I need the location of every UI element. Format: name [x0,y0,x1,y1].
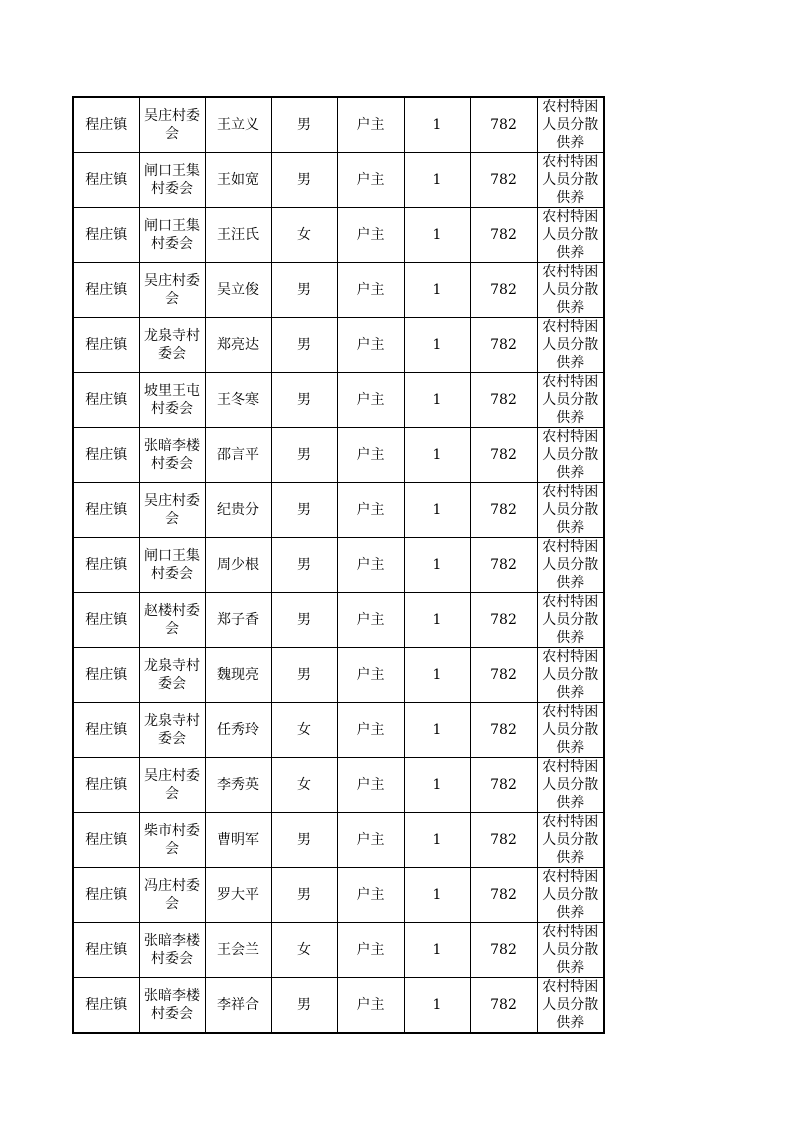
name-cell-text: 魏现亮 [217,667,259,683]
name-cell-text: 罗大平 [217,887,259,903]
household-count-cell [404,538,470,593]
amount-cell [470,153,537,208]
table-row [73,978,604,1034]
town-cell [73,978,139,1034]
table-row [73,538,604,593]
village-cell [139,263,205,318]
village-cell [139,978,205,1034]
name-cell-text: 李祥合 [217,997,259,1013]
relief-type-cell [537,208,604,263]
town-cell [73,318,139,373]
town-cell-text: 程庄镇 [85,612,128,628]
household-count-cell-text: 1 [432,887,442,903]
relation-cell [337,923,404,978]
household-count-cell-text: 1 [432,227,442,243]
town-cell [73,208,139,263]
village-cell [139,373,205,428]
name-cell-text: 王冬寒 [217,392,259,408]
household-count-cell-text: 1 [432,722,442,738]
relief-type-cell-text: 农村特困人员分散供养 [542,484,599,536]
amount-cell [470,813,537,868]
relief-type-cell [537,318,604,373]
amount-cell-text: 782 [490,612,517,628]
name-cell-text: 任秀玲 [217,722,259,738]
village-cell-text: 闸口王集村委会 [144,218,200,252]
amount-cell [470,978,537,1034]
gender-cell-text: 男 [297,502,311,518]
amount-cell-text: 782 [490,722,517,738]
village-cell [139,97,205,153]
relief-type-cell [537,648,604,703]
gender-cell-text: 女 [297,777,311,793]
relief-type-cell [537,483,604,538]
gender-cell-text: 男 [297,612,311,628]
table-row [73,263,604,318]
gender-cell [271,813,337,868]
relief-type-cell-text: 农村特困人员分散供养 [542,319,599,371]
relief-type-cell-text: 农村特困人员分散供养 [542,869,599,921]
table-row [73,703,604,758]
name-cell [205,483,271,538]
gender-cell-text: 男 [297,337,311,353]
relief-type-cell [537,923,604,978]
household-count-cell-text: 1 [432,667,442,683]
gender-cell [271,648,337,703]
table-row [73,868,604,923]
town-cell-text: 程庄镇 [85,117,128,133]
relation-cell [337,208,404,263]
relief-type-cell-text: 农村特困人员分散供养 [542,814,599,866]
relation-cell [337,428,404,483]
relief-roster-table [72,96,605,1034]
town-cell [73,97,139,153]
household-count-cell [404,153,470,208]
relation-cell-text: 户主 [356,942,385,958]
name-cell [205,538,271,593]
village-cell [139,923,205,978]
amount-cell [470,648,537,703]
household-count-cell [404,208,470,263]
amount-cell-text: 782 [490,337,517,353]
town-cell-text: 程庄镇 [85,832,128,848]
town-cell-text: 程庄镇 [85,667,128,683]
gender-cell-text: 男 [297,282,311,298]
town-cell [73,153,139,208]
village-cell-text: 柴市村委会 [144,823,200,857]
household-count-cell [404,263,470,318]
relief-type-cell [537,868,604,923]
village-cell-text: 张暗李楼村委会 [144,988,200,1022]
relation-cell [337,813,404,868]
household-count-cell-text: 1 [432,172,442,188]
village-cell [139,428,205,483]
town-cell [73,923,139,978]
relief-type-cell [537,97,604,153]
name-cell-text: 吴立俊 [217,282,259,298]
relief-type-cell-text: 农村特困人员分散供养 [542,924,599,976]
name-cell [205,813,271,868]
name-cell [205,318,271,373]
amount-cell [470,593,537,648]
gender-cell [271,208,337,263]
relief-type-cell [537,373,604,428]
relief-type-cell-text: 农村特困人员分散供养 [542,99,599,151]
relation-cell-text: 户主 [356,117,385,133]
village-cell [139,538,205,593]
name-cell [205,868,271,923]
amount-cell-text: 782 [490,502,517,518]
relief-type-cell [537,813,604,868]
table-row [73,483,604,538]
town-cell-text: 程庄镇 [85,502,128,518]
gender-cell-text: 男 [297,392,311,408]
town-cell [73,373,139,428]
amount-cell [470,703,537,758]
relation-cell [337,868,404,923]
town-cell [73,758,139,813]
table-row [73,923,604,978]
amount-cell [470,538,537,593]
relief-type-cell [537,428,604,483]
village-cell-text: 闸口王集村委会 [144,163,200,197]
gender-cell-text: 男 [297,667,311,683]
relief-type-cell [537,703,604,758]
relief-type-cell-text: 农村特困人员分散供养 [542,209,599,261]
amount-cell-text: 782 [490,777,517,793]
town-cell [73,648,139,703]
relief-type-cell [537,978,604,1034]
relation-cell [337,318,404,373]
table-row [73,428,604,483]
town-cell-text: 程庄镇 [85,557,128,573]
name-cell-text: 邵言平 [217,447,259,463]
relation-cell-text: 户主 [356,612,385,628]
amount-cell-text: 782 [490,887,517,903]
gender-cell [271,483,337,538]
amount-cell [470,428,537,483]
village-cell-text: 龙泉寺村委会 [144,328,200,362]
gender-cell [271,703,337,758]
relation-cell-text: 户主 [356,777,385,793]
relation-cell-text: 户主 [356,282,385,298]
village-cell-text: 张暗李楼村委会 [144,933,200,967]
table-row [73,758,604,813]
household-count-cell [404,648,470,703]
town-cell-text: 程庄镇 [85,887,128,903]
name-cell [205,593,271,648]
town-cell-text: 程庄镇 [85,282,128,298]
town-cell-text: 程庄镇 [85,447,128,463]
relief-type-cell-text: 农村特困人员分散供养 [542,429,599,481]
relation-cell [337,97,404,153]
household-count-cell [404,373,470,428]
amount-cell-text: 782 [490,447,517,463]
gender-cell-text: 男 [297,447,311,463]
relation-cell-text: 户主 [356,667,385,683]
gender-cell-text: 男 [297,172,311,188]
household-count-cell [404,923,470,978]
household-count-cell [404,97,470,153]
town-cell [73,703,139,758]
amount-cell [470,373,537,428]
gender-cell [271,428,337,483]
relation-cell [337,373,404,428]
village-cell [139,813,205,868]
town-cell-text: 程庄镇 [85,392,128,408]
household-count-cell-text: 1 [432,557,442,573]
household-count-cell-text: 1 [432,117,442,133]
gender-cell [271,978,337,1034]
amount-cell [470,868,537,923]
amount-cell-text: 782 [490,557,517,573]
gender-cell [271,538,337,593]
relation-cell-text: 户主 [356,887,385,903]
household-count-cell-text: 1 [432,392,442,408]
amount-cell-text: 782 [490,832,517,848]
table-row [73,648,604,703]
relief-type-cell-text: 农村特困人员分散供养 [542,154,599,206]
town-cell-text: 程庄镇 [85,997,128,1013]
gender-cell-text: 女 [297,722,311,738]
village-cell [139,483,205,538]
relation-cell [337,648,404,703]
village-cell [139,758,205,813]
table-row [73,153,604,208]
household-count-cell-text: 1 [432,942,442,958]
gender-cell-text: 女 [297,227,311,243]
table-row [73,318,604,373]
household-count-cell-text: 1 [432,447,442,463]
relief-type-cell-text: 农村特困人员分散供养 [542,759,599,811]
relation-cell [337,978,404,1034]
amount-cell [470,758,537,813]
gender-cell-text: 男 [297,557,311,573]
village-cell [139,868,205,923]
village-cell-text: 赵楼村委会 [144,603,200,637]
relation-cell [337,483,404,538]
name-cell-text: 郑子香 [217,612,259,628]
relation-cell [337,538,404,593]
name-cell [205,978,271,1034]
relief-type-cell [537,153,604,208]
relief-type-cell [537,263,604,318]
amount-cell-text: 782 [490,997,517,1013]
relation-cell-text: 户主 [356,997,385,1013]
name-cell-text: 王立义 [217,117,259,133]
village-cell [139,648,205,703]
household-count-cell-text: 1 [432,612,442,628]
village-cell-text: 吴庄村委会 [144,493,200,527]
village-cell-text: 闸口王集村委会 [144,548,200,582]
relation-cell-text: 户主 [356,337,385,353]
relief-type-cell [537,593,604,648]
relation-cell-text: 户主 [356,392,385,408]
gender-cell-text: 女 [297,942,311,958]
gender-cell-text: 男 [297,887,311,903]
town-cell [73,593,139,648]
household-count-cell [404,483,470,538]
table-row [73,373,604,428]
name-cell [205,648,271,703]
village-cell-text: 吴庄村委会 [144,108,200,142]
household-count-cell [404,758,470,813]
relief-type-cell-text: 农村特困人员分散供养 [542,594,599,646]
household-count-cell [404,428,470,483]
relief-type-cell-text: 农村特困人员分散供养 [542,374,599,426]
gender-cell-text: 男 [297,117,311,133]
gender-cell [271,97,337,153]
gender-cell [271,758,337,813]
gender-cell [271,593,337,648]
name-cell-text: 郑亮达 [217,337,259,353]
relation-cell-text: 户主 [356,557,385,573]
town-cell [73,538,139,593]
village-cell [139,593,205,648]
town-cell-text: 程庄镇 [85,722,128,738]
amount-cell [470,483,537,538]
town-cell-text: 程庄镇 [85,172,128,188]
village-cell-text: 龙泉寺村委会 [144,658,200,692]
name-cell [205,373,271,428]
name-cell-text: 曹明军 [217,832,259,848]
relief-type-cell [537,538,604,593]
table-row [73,208,604,263]
household-count-cell-text: 1 [432,282,442,298]
relation-cell [337,758,404,813]
name-cell [205,758,271,813]
relief-type-cell-text: 农村特困人员分散供养 [542,979,599,1031]
table-row [73,593,604,648]
gender-cell [271,153,337,208]
amount-cell-text: 782 [490,942,517,958]
village-cell [139,703,205,758]
town-cell-text: 程庄镇 [85,942,128,958]
relation-cell-text: 户主 [356,722,385,738]
village-cell [139,208,205,263]
amount-cell [470,97,537,153]
amount-cell-text: 782 [490,117,517,133]
name-cell-text: 王如宽 [217,172,259,188]
household-count-cell-text: 1 [432,337,442,353]
village-cell-text: 冯庄村委会 [144,878,200,912]
town-cell [73,483,139,538]
relation-cell [337,703,404,758]
household-count-cell-text: 1 [432,997,442,1013]
relation-cell-text: 户主 [356,502,385,518]
table-row [73,97,604,153]
gender-cell [271,373,337,428]
household-count-cell [404,813,470,868]
village-cell [139,153,205,208]
name-cell [205,97,271,153]
household-count-cell-text: 1 [432,502,442,518]
household-count-cell [404,978,470,1034]
table-row [73,813,604,868]
household-count-cell-text: 1 [432,777,442,793]
name-cell-text: 王会兰 [217,942,259,958]
relief-type-cell-text: 农村特困人员分散供养 [542,264,599,316]
name-cell [205,923,271,978]
amount-cell [470,923,537,978]
village-cell-text: 吴庄村委会 [144,768,200,802]
village-cell-text: 龙泉寺村委会 [144,713,200,747]
relation-cell-text: 户主 [356,227,385,243]
household-count-cell-text: 1 [432,832,442,848]
relation-cell [337,263,404,318]
gender-cell [271,923,337,978]
town-cell-text: 程庄镇 [85,227,128,243]
name-cell-text: 周少根 [217,557,259,573]
amount-cell-text: 782 [490,282,517,298]
village-cell-text: 吴庄村委会 [144,273,200,307]
relation-cell-text: 户主 [356,447,385,463]
relation-cell-text: 户主 [356,172,385,188]
amount-cell [470,263,537,318]
town-cell [73,263,139,318]
amount-cell-text: 782 [490,667,517,683]
name-cell-text: 纪贵分 [217,502,259,518]
gender-cell-text: 男 [297,832,311,848]
gender-cell-text: 男 [297,997,311,1013]
name-cell-text: 王汪氏 [217,227,259,243]
amount-cell [470,208,537,263]
relation-cell [337,593,404,648]
name-cell [205,428,271,483]
relation-cell [337,153,404,208]
roster-body [73,97,604,1033]
relation-cell-text: 户主 [356,832,385,848]
town-cell-text: 程庄镇 [85,777,128,793]
household-count-cell [404,868,470,923]
name-cell-text: 李秀英 [217,777,259,793]
town-cell [73,868,139,923]
village-cell-text: 坡里王屯村委会 [144,383,200,417]
household-count-cell [404,593,470,648]
household-count-cell [404,703,470,758]
amount-cell-text: 782 [490,227,517,243]
name-cell [205,153,271,208]
name-cell [205,208,271,263]
amount-cell-text: 782 [490,172,517,188]
amount-cell [470,318,537,373]
relief-type-cell-text: 农村特困人员分散供养 [542,539,599,591]
amount-cell-text: 782 [490,392,517,408]
household-count-cell [404,318,470,373]
gender-cell [271,318,337,373]
village-cell-text: 张暗李楼村委会 [144,438,200,472]
relief-type-cell-text: 农村特困人员分散供养 [542,649,599,701]
gender-cell [271,263,337,318]
gender-cell [271,868,337,923]
town-cell-text: 程庄镇 [85,337,128,353]
relief-type-cell [537,758,604,813]
village-cell [139,318,205,373]
name-cell [205,703,271,758]
relief-type-cell-text: 农村特困人员分散供养 [542,704,599,756]
town-cell [73,428,139,483]
town-cell [73,813,139,868]
name-cell [205,263,271,318]
